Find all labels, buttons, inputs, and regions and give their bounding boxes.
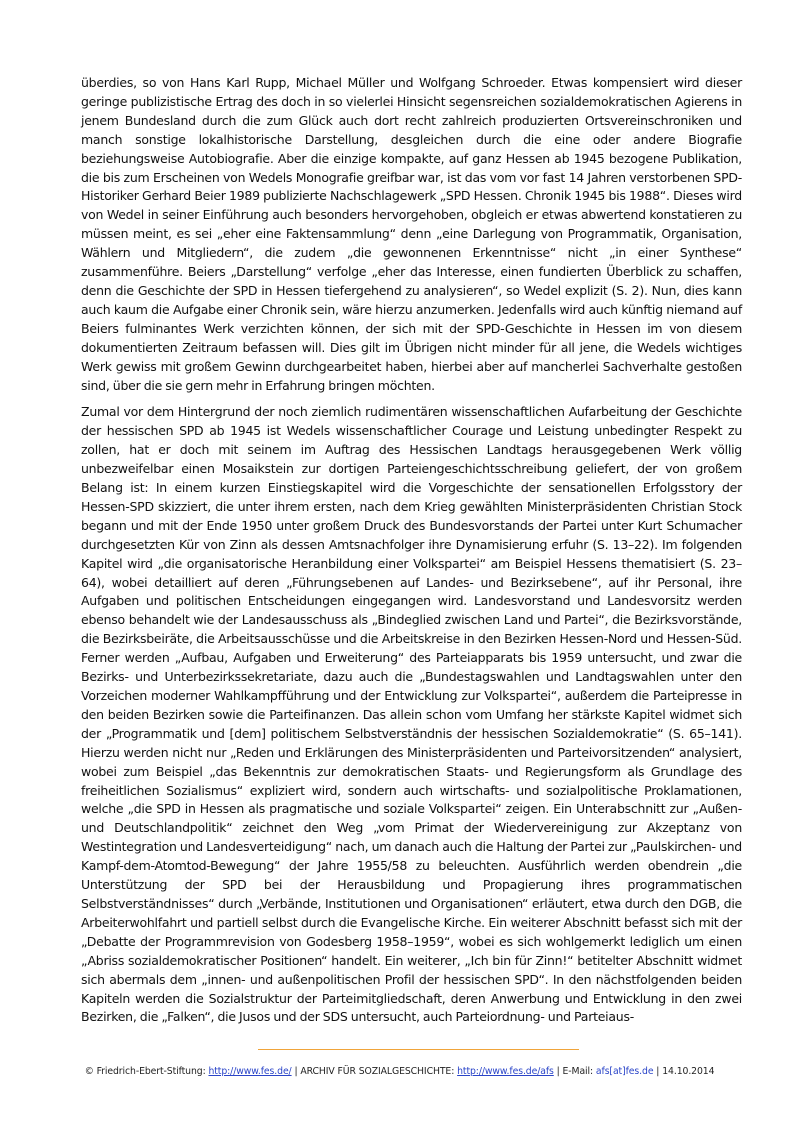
afs-archive-link[interactable]: http://www.fes.de/afs (457, 1066, 554, 1077)
fes-homepage-link[interactable]: http://www.fes.de/ (208, 1066, 292, 1077)
footer-date: 14.10.2014 (662, 1066, 715, 1077)
document-body (81, 74, 742, 1027)
body-paragraph-1: überdies, so von Hans Karl Rupp, Michael Müller und Wolfgang Schroeder. Etwas kompensiert wird dieser geringe publizistische Ertrag des doch in so vielerlei Hinsicht segensreichen sozialdemokratischen Agierens in jenem Bundesland durch die zum Glück auch dort recht zahlreich produzierten Ortsvereinschroniken und manch sonstige lokalhistorische Darstellung, desgleichen durch die eine oder andere Biografie beziehungsweise Autobiografie. Aber die einzige kompakte, auf ganz Hessen ab 1945 bezogene Publikation, die bis zum Erscheinen von Wedels Monografie greifbar war, ist das vom vor fast 14 Jahren verstorbenen SPD-Historiker Gerhard Beier 1989 publizierte Nachschlagewerk „SPD Hessen. Chronik 1945 bis 1988“. Dieses wird von Wedel in seiner Einführung auch besonders hervorgehoben, obgleich er etwas abwertend konstatieren zu müssen meint, es sei „eher eine Faktensammlung“ denn „eine Darlegung von Programmatik, Organisation, Wählern und Mitgliedern“, die zudem „die gewonnenen Erkenntnisse“ nicht „in einer Synthese“ zusammenführe. Beiers „Darstellung“ verfolge „eher das Interesse, einen fundierten Überblick zu schaffen, denn die Geschichte der SPD in Hessen tiefergehend zu analysieren“, so Wedel explizit (S. 2). Nun, dies kann auch kaum die Aufgabe einer Chronik sein, wäre hierzu anzumerken. Jedenfalls wird auch künftig niemand auf Beiers fulminantes Werk verzichten können, der sich mit der SPD-Geschichte in Hessen im von diesem dokumentierten Zeitraum befassen will. Dies gilt im Übrigen nicht minder für all jene, die Wedels wichtiges Werk gewiss mit großem Gewinn durchgearbeitet haben, hierbei aber auf mancherlei Sachverhalte gestoßen sind, über die sie gern mehr in Erfahrung bringen möchten. (81, 75, 742, 393)
footer-email-label: | E-Mail: (553, 1066, 596, 1077)
footer-email[interactable]: afs[at]fes.de (595, 1066, 654, 1077)
footer-archive-label: | ARCHIV FÜR SOZIALGESCHICHTE: (291, 1066, 458, 1077)
footer-copyright: © Friedrich-Ebert-Stiftung: (84, 1066, 209, 1077)
footer-separator: | (653, 1066, 663, 1077)
page-footer (0, 1066, 799, 1077)
body-paragraph-2: Zumal vor dem Hintergrund der noch ziemlich rudimentären wissenschaftlichen Aufarbeitung der Geschichte der hessischen SPD ab 1945 ist Wedels wissenschaftlicher Courage und Leistung unbedingter Respekt zu zollen, hat er doch mit seinem im Auftrag des Hessischen Landtags herausgegebenen Werk völlig unbezweifelbar einen Mosaikstein zur dortigen Parteiengeschichtsschreibung geliefert, der von großem Belang ist: In einem kurzen Einstiegskapitel wird die Vorgeschichte der sensationellen Erfolgsstory der Hessen-SPD skizziert, die unter ihrem ersten, nach dem Krieg gewählten Ministerpräsidenten Christian Stock begann und mit der Ende 1950 unter großem Druck des Bundesvorstands der Partei unter Kurt Schumacher durchgesetzten Kür von Zinn als dessen Amtsnachfolger ihre Dynamisierung erfuhr (S. 13–22). Im folgenden Kapitel wird „die organisatorische Heranbildung einer Volkspartei“ am Beispiel Hessens thematisiert (S. 23–64), wobei detailliert auf deren „Führungsebenen auf Landes- und Bezirksebene“, auf ihr Personal, ihre Aufgaben und politischen Entscheidungen eingegangen wird. Landesvorstand und Landesvorsitz werden ebenso behandelt wie der Landesausschuss als „Bindeglied zwischen Land und Partei“, die Bezirksvorstände, die Bezirksbeiräte, die Arbeitsausschüsse und die Arbeitskreise in den Bezirken Hessen-Nord und Hessen-Süd. Ferner werden „Aufbau, Aufgaben und Erweiterung“ des Parteiapparats bis 1959 untersucht, und zwar die Bezirks- und Unterbezirkssekretariate, dazu auch die „Bundestagswahlen und Landtagswahlen unter den Vorzeichen moderner Wahlkampfführung und der Entwicklung zur Volkspartei“, außerdem die Parteipresse in den beiden Bezirken sowie die Parteifinanzen. Das allein schon vom Umfang her stärkste Kapitel widmet sich der „Programmatik und [dem] politischem Selbstverständnis der hessischen Sozialdemokratie“ (S. 65–141). Hierzu werden nicht nur „Reden und Erklärungen des Ministerpräsidenten und Parteivorsitzenden“ analysiert, wobei zum Beispiel „das Bekenntnis zur demokratischen Staats- und Regierungsform als Grundlage des freiheitlichen Sozialismus“ expliziert wird, sondern auch wirtschafts- und sozialpolitische Proklamationen, welche „die SPD in Hessen als pragmatische und soziale Volkspartei“ zeigen. Ein Unterabschnitt zur „Außen- und Deutschlandpolitik“ zeichnet den Weg „vom Primat der Wiedervereinigung zur Akzeptanz von Westintegration und Landesverteidigung“ nach, um danach auch die Haltung der Partei zur „Paulskirchen- und Kampf-dem-Atomtod-Bewegung“ der Jahre 1955/58 zu beleuchten. Ausführlich werden obendrein „die Unterstützung der SPD bei der Herausbildung und Propagierung ihres programmatischen Selbstverständnisses“ durch „Verbände, Institutionen und Organisationen“ erläutert, etwa durch den DGB, die Arbeiterwohlfahrt und partiell selbst durch die Evangelische Kirche. Ein weiterer Abschnitt befasst sich mit der „Debatte der Programmrevision von Godesberg 1958–1959“, wobei es sich wohlgemerkt lediglich um einen „Abriss sozialdemokratischer Positionen“ handelt. Ein weiterer, „Ich bin für Zinn!“ betitelter Abschnitt widmet sich abermals dem „innen- und außenpolitischen Profil der hessischen SPD“. In den nächstfolgenden beiden Kapiteln werden die Sozialstruktur der Parteimitgliedschaft, deren Anwerbung und Entwicklung in den zwei Bezirken, die „Falken“, die Jusos und der SDS untersucht, auch Parteiordnung- und Parteiaus- (81, 404, 742, 1025)
footer-divider (258, 1049, 579, 1050)
